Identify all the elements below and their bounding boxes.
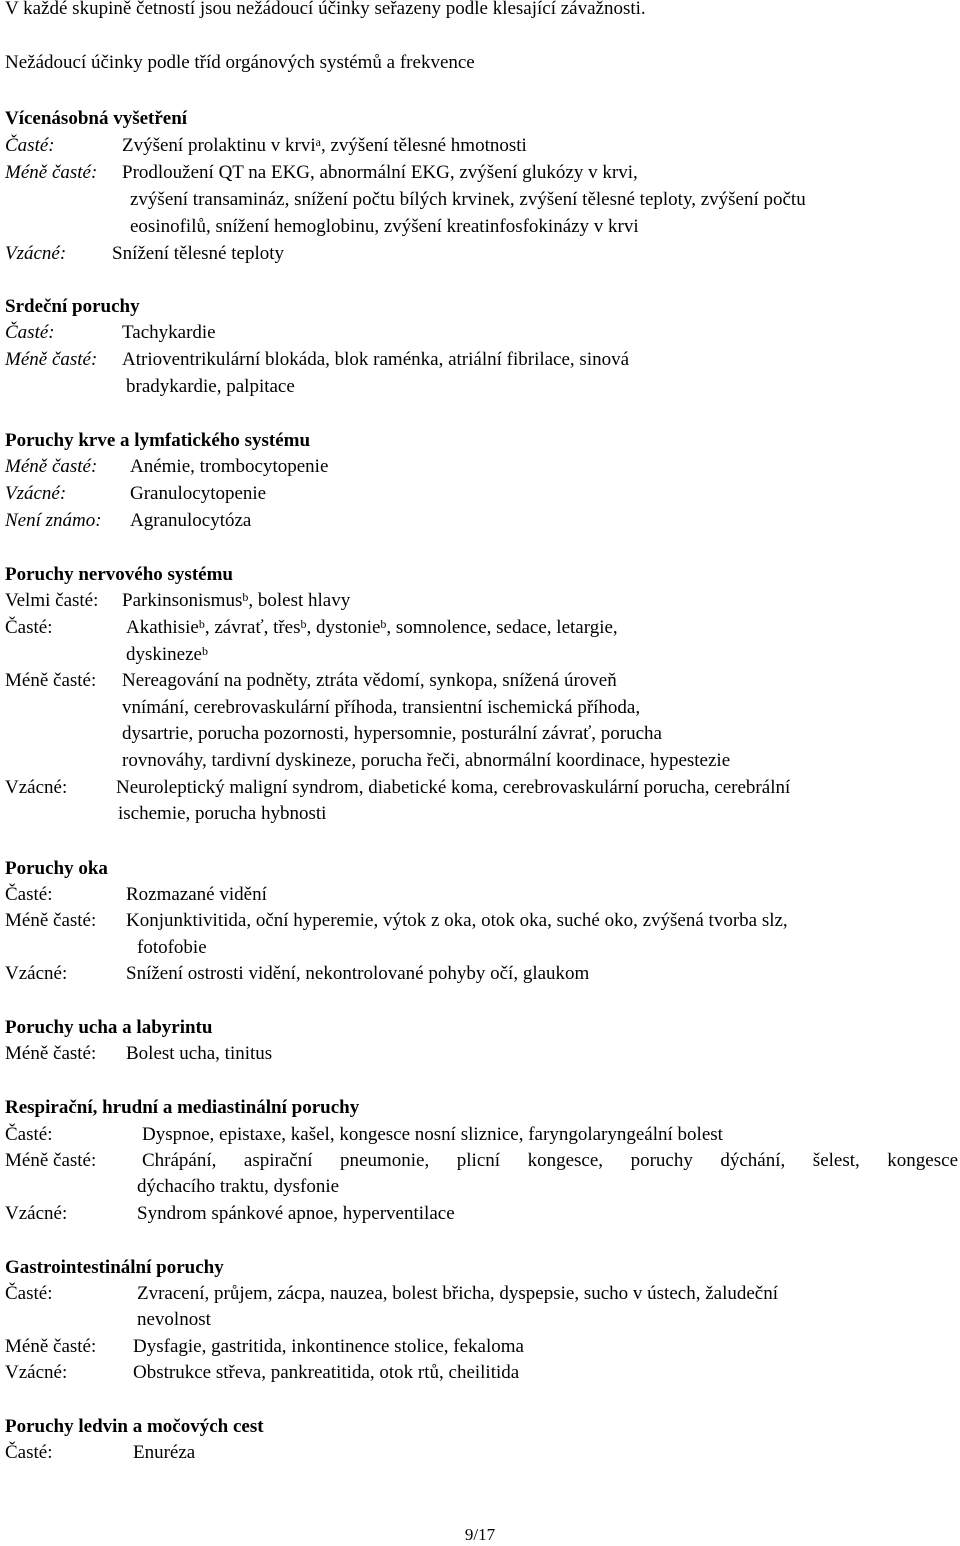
frequency-label: Vzácné: <box>5 483 67 504</box>
effect-text: Dyspnoe, epistaxe, kašel, kongesce nosní sliznice, faryngolaryngeální bolest <box>142 1124 723 1145</box>
section-title-renal: Poruchy ledvin a močových cest <box>5 1416 264 1437</box>
effect-text-cont: dýchacího traktu, dysfonie <box>137 1176 340 1197</box>
effect-text-cont: bradykardie, palpitace <box>126 376 295 397</box>
effect-text: Tachykardie <box>122 322 216 343</box>
frequency-label: Není známo: <box>5 510 102 531</box>
effect-text-cont: eosinofilů, snížení hemoglobinu, zvýšení kreatinfosfokinázy v krvi <box>130 216 639 237</box>
effect-text: Snížení tělesné teploty <box>112 243 285 264</box>
effect-text: Konjunktivitida, oční hyperemie, výtok z oka, otok oka, suché oko, zvýšená tvorba slz, <box>126 910 788 931</box>
effect-text-cont: fotofobie <box>137 937 207 958</box>
effect-text: Parkinsonismus$^b$, bolest hlavy <box>122 590 351 611</box>
intro-text: V každé skupině četností jsou nežádoucí účinky seřazeny podle klesající závažnosti. <box>5 0 646 19</box>
effect-text: Zvýšení prolaktinu v krvi$^a$, zvýšení tělesné hmotnosti <box>122 135 527 156</box>
effect-text: Atrioventrikulární blokáda, blok raménka, atriální fibrilace, sinová <box>122 349 630 370</box>
effect-text: Rozmazané vidění <box>126 884 267 905</box>
effect-text: Agranulocytóza <box>130 510 252 531</box>
frequency-label: Méně časté: <box>5 456 98 477</box>
frequency-label: Méně časté: <box>5 162 98 183</box>
effect-text-cont: rovnováhy, tardivní dyskineze, porucha řeči, abnormální koordinace, hypestezie <box>122 750 731 771</box>
effect-text: Granulocytopenie <box>130 483 267 504</box>
section-title-gastro: Gastrointestinální poruchy <box>5 1257 224 1278</box>
effect-text: Nereagování na podněty, ztráta vědomí, synkopa, snížená úroveň <box>122 670 617 691</box>
effect-text-cont: dysartrie, porucha pozornosti, hypersomnie, posturální závrať, porucha <box>122 723 662 744</box>
section-title-blood: Poruchy krve a lymfatického systému <box>5 430 311 451</box>
frequency-label: Méně časté: <box>5 1336 97 1357</box>
effect-text: Prodloužení QT na EKG, abnormální EKG, zvýšení glukózy v krvi, <box>122 162 638 183</box>
frequency-label: Vzácné: <box>5 777 68 798</box>
frequency-label: Časté: <box>5 322 55 343</box>
frequency-label: Vzácné: <box>5 1362 68 1383</box>
frequency-label: Velmi časté: <box>5 590 99 611</box>
table-heading: Nežádoucí účinky podle tříd orgánových systémů a frekvence <box>5 52 475 73</box>
effect-text: Chrápání, aspirační pneumonie, plicní kongesce, poruchy dýchání, šelest, kongesce <box>142 1150 958 1171</box>
effect-text: Syndrom spánkové apnoe, hyperventilace <box>137 1203 455 1224</box>
effect-text: Neuroleptický maligní syndrom, diabetické koma, cerebrovaskulární porucha, cerebrální <box>116 777 791 798</box>
effect-text-cont: zvýšení transamináz, snížení počtu bílých krvinek, zvýšení tělesné teploty, zvýšení počtu <box>130 189 806 210</box>
page-number: 9/17 <box>464 1525 496 1544</box>
section-title-nervous: Poruchy nervového systému <box>5 564 233 585</box>
frequency-label: Časté: <box>5 135 55 156</box>
effect-text: Enuréza <box>133 1442 196 1463</box>
effect-text: Snížení ostrosti vidění, nekontrolované pohyby očí, glaukom <box>126 963 590 984</box>
effect-text: Dysfagie, gastritida, inkontinence stolice, fekaloma <box>133 1336 524 1357</box>
effect-text-cont: ischemie, porucha hybnosti <box>118 803 327 824</box>
frequency-label: Méně časté: <box>5 1150 97 1171</box>
section-title-respiratory: Respirační, hrudní a mediastinální poruchy <box>5 1097 360 1118</box>
frequency-label: Časté: <box>5 617 53 638</box>
section-title-investigations: Vícenásobná vyšetření <box>5 108 188 129</box>
frequency-label: Časté: <box>5 1124 53 1145</box>
section-title-ear: Poruchy ucha a labyrintu <box>5 1017 213 1038</box>
effect-text: Anémie, trombocytopenie <box>130 456 329 477</box>
section-title-cardiac: Srdeční poruchy <box>5 296 140 317</box>
frequency-label: Časté: <box>5 1442 53 1463</box>
frequency-label: Časté: <box>5 884 53 905</box>
frequency-label: Méně časté: <box>5 670 97 691</box>
effect-text-cont: dyskineze$^b$ <box>126 644 208 665</box>
frequency-label: Méně časté: <box>5 1043 97 1064</box>
effect-text-cont: vnímání, cerebrovaskulární příhoda, transientní ischemická příhoda, <box>122 697 641 718</box>
section-title-eye: Poruchy oka <box>5 858 108 879</box>
frequency-label: Vzácné: <box>5 1203 68 1224</box>
frequency-label: Vzácné: <box>5 243 67 264</box>
effect-text: Akathisie$^b$, závrať, třes$^b$, dystonie$^b$, somnolence, sedace, letargie, <box>126 617 618 638</box>
effect-text: Obstrukce střeva, pankreatitida, otok rtů, cheilitida <box>133 1362 520 1383</box>
frequency-label: Vzácné: <box>5 963 68 984</box>
effect-text: Zvracení, průjem, zácpa, nauzea, bolest břicha, dyspepsie, sucho v ústech, žaludeční <box>137 1283 778 1304</box>
frequency-label: Méně časté: <box>5 349 98 370</box>
effect-text-cont: nevolnost <box>137 1309 211 1330</box>
effect-text: Bolest ucha, tinitus <box>126 1043 273 1064</box>
frequency-label: Časté: <box>5 1283 53 1304</box>
frequency-label: Méně časté: <box>5 910 97 931</box>
